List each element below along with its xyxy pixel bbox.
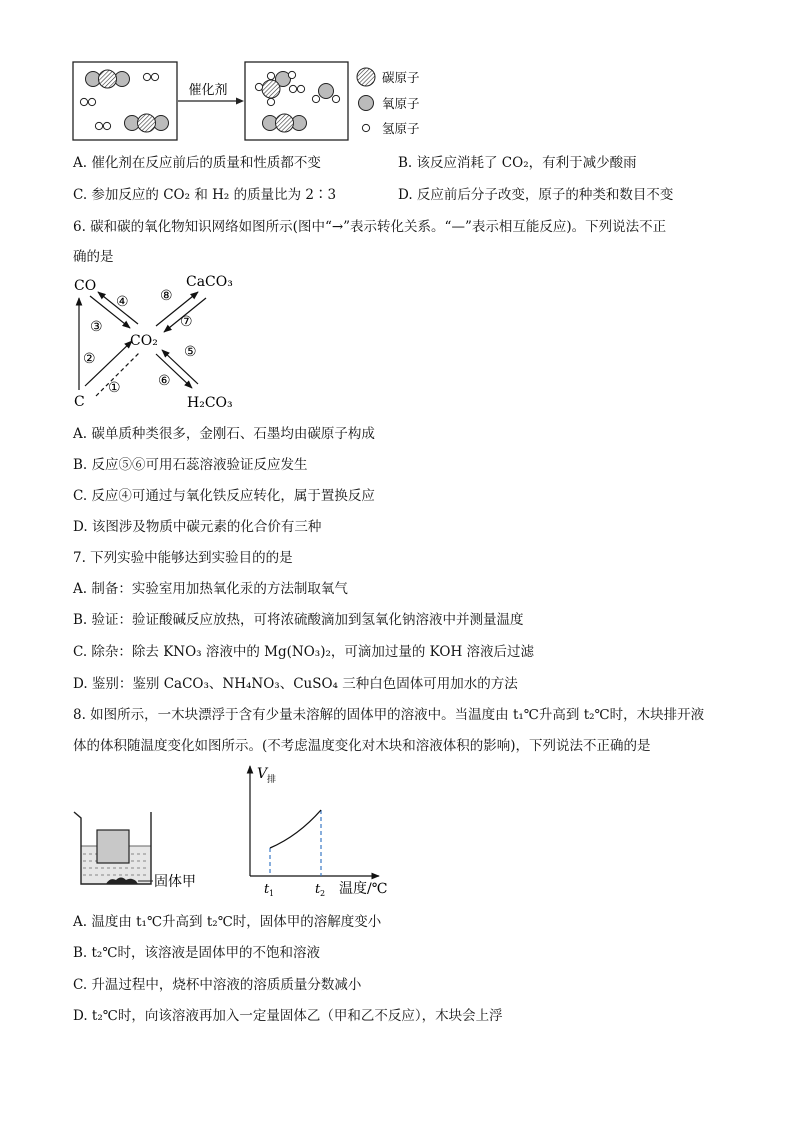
legend-carbon-label: 碳原子 <box>382 70 420 85</box>
beaker-figure <box>68 800 218 895</box>
catalyst-label: 催化剂 <box>188 83 228 98</box>
q5-option-c: C. 参加反应的 CO₂ 和 H₂ 的质量比为 2∶3 <box>73 187 337 203</box>
carbon-atom-icon <box>357 68 375 86</box>
node-co2: CO₂ <box>130 333 158 349</box>
q6-stem-line2: 确的是 <box>73 249 114 265</box>
y-axis-label-main: V <box>257 766 268 782</box>
node-co: CO <box>74 278 97 294</box>
label-3: ③ <box>90 319 103 335</box>
q7-option-d: D. 鉴别：鉴别 CaCO₃、NH₄NO₃、CuSO₄ 三种白色固体可用加水的方法 <box>73 676 518 692</box>
label-1: ① <box>108 380 121 396</box>
q5-option-d: D. 反应前后分子改变，原子的种类和数目不变 <box>398 187 674 203</box>
node-h2co3: H₂CO₃ <box>187 395 233 411</box>
carbon-network-diagram <box>68 268 248 413</box>
q8-option-b: B. t₂℃时，该溶液是固体甲的不饱和溶液 <box>73 945 320 961</box>
t2-label-sub: 2 <box>320 889 326 898</box>
t1-label-sub: 1 <box>269 889 275 898</box>
q7-option-c: C. 除杂：除去 KNO₃ 溶液中的 Mg(NO₃)₂，可滴加过量的 KOH 溶液后过滤 <box>73 644 535 660</box>
q6-option-c: C. 反应④可通过与氧化铁反应转化，属于置换反应 <box>73 488 375 504</box>
node-caco3: CaCO₃ <box>186 274 233 290</box>
label-4: ④ <box>116 294 129 310</box>
label-2: ② <box>83 351 96 367</box>
hydrogen-atom-icon <box>362 124 369 131</box>
q6-stem-line1: 6. 碳和碳的氧化物知识网络如图所示(图中“→”表示转化关系。“—”表示相互能反应)。下列说法不正 <box>73 219 667 235</box>
legend-oxygen-label: 氧原子 <box>382 96 420 111</box>
oxygen-atom-icon <box>359 96 374 111</box>
reaction-diagram <box>70 58 450 146</box>
q5-option-a: A. 催化剂在反应前后的质量和性质都不变 <box>73 155 321 171</box>
label-8: ⑧ <box>160 288 173 304</box>
label-5: ⑤ <box>184 344 197 360</box>
volume-temperature-chart <box>236 762 406 898</box>
legend-hydrogen-label: 氢原子 <box>382 121 420 136</box>
x-axis-label: 温度/℃ <box>339 881 388 897</box>
q7-option-b: B. 验证：验证酸碱反应放热，可将浓硫酸滴加到氢氧化钠溶液中并测量温度 <box>73 612 524 628</box>
q5-option-b: B. 该反应消耗了 CO₂，有利于减少酸雨 <box>398 155 637 171</box>
q8-option-c: C. 升温过程中，烧杯中溶液的溶质质量分数减小 <box>73 977 362 993</box>
q6-option-b: B. 反应⑤⑥可用石蕊溶液验证反应发生 <box>73 457 308 473</box>
node-c: C <box>74 394 85 410</box>
q7-option-a: A. 制备：实验室用加热氧化汞的方法制取氧气 <box>73 581 348 597</box>
q7-stem: 7. 下列实验中能够达到实验目的的是 <box>73 550 293 566</box>
label-7: ⑦ <box>180 314 193 330</box>
beaker-label: 固体甲 <box>154 874 196 890</box>
q8-stem-line2: 体的体积随温度变化如图所示。(不考虑温度变化对木块和溶液体积的影响)，下列说法不正确的是 <box>73 738 651 754</box>
q8-stem-line1: 8. 如图所示，一木块漂浮于含有少量未溶解的固体甲的溶液中。当温度由 t₁℃升高到 t₂℃时，木块排开液 <box>73 707 705 723</box>
q6-option-a: A. 碳单质种类很多，金刚石、石墨均由碳原子构成 <box>73 426 375 442</box>
y-axis-label-sub: 排 <box>267 775 277 785</box>
t1-label-main: t <box>264 882 270 897</box>
volume-curve <box>270 810 321 848</box>
q8-option-d: D. t₂℃时，向该溶液再加入一定量固体乙（甲和乙不反应），木块会上浮 <box>73 1008 503 1024</box>
q8-option-a: A. 温度由 t₁℃升高到 t₂℃时，固体甲的溶解度变小 <box>73 914 382 930</box>
wooden-block <box>97 830 129 863</box>
t2-label-main: t <box>315 882 321 897</box>
q6-option-d: D. 该图涉及物质中碳元素的化合价有三种 <box>73 519 322 535</box>
label-6: ⑥ <box>158 373 171 389</box>
